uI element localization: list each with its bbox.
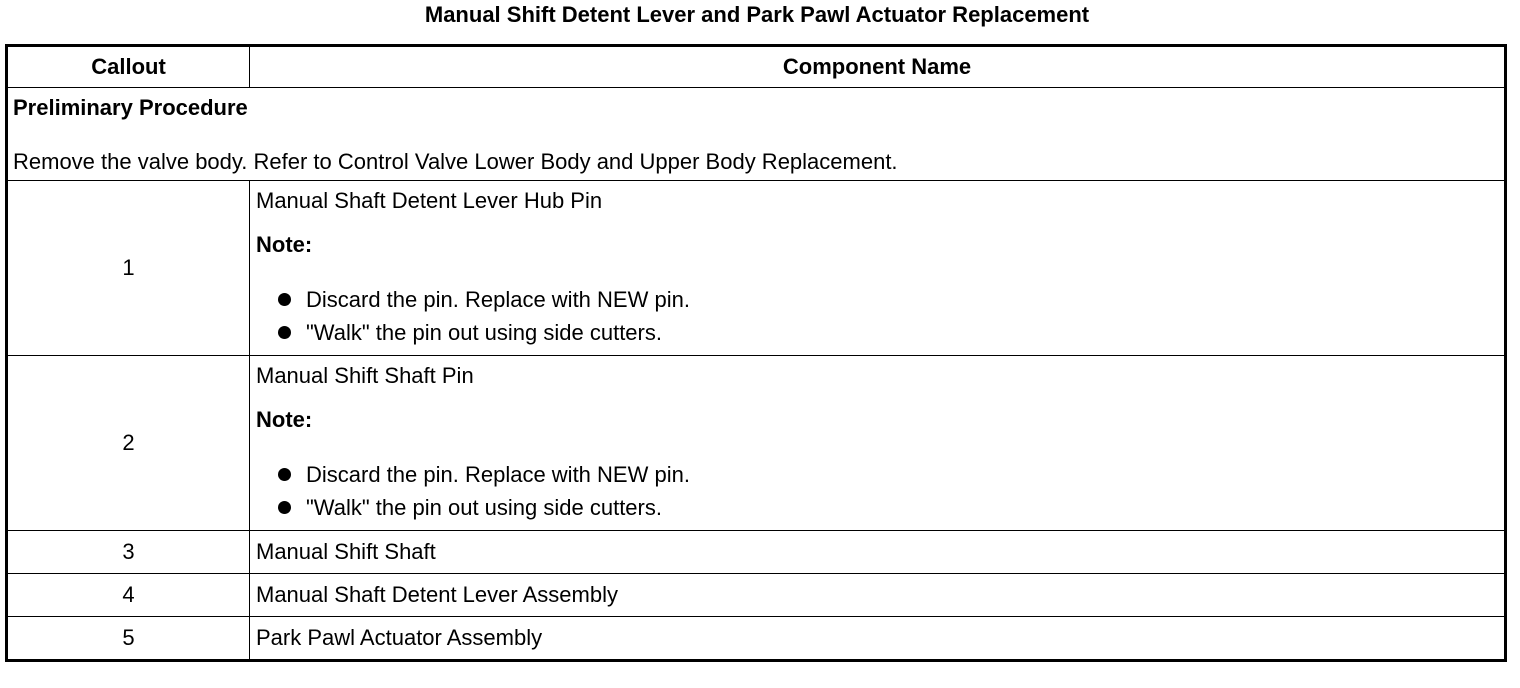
table-row — [7, 181, 1506, 356]
component-cell — [250, 356, 1506, 531]
note-list — [256, 283, 1498, 349]
note-text: Discard the pin. Replace with NEW pin. — [306, 287, 690, 312]
procedure-table — [5, 44, 1507, 662]
document-title: Manual Shift Detent Lever and Park Pawl Actuator Replacement — [424, 2, 1090, 27]
table-row — [7, 356, 1506, 531]
component-cell — [250, 181, 1506, 356]
preliminary-procedure-row — [7, 88, 1506, 181]
table-row — [7, 617, 1506, 661]
bullet-icon — [278, 468, 291, 481]
preliminary-procedure-cell — [7, 88, 1506, 181]
note-text: "Walk" the pin out using side cutters. — [306, 320, 662, 345]
note-text: Discard the pin. Replace with NEW pin. — [306, 462, 690, 487]
component-name: Park Pawl Actuator Assembly — [250, 617, 1506, 661]
table-row — [7, 531, 1506, 574]
callout-number: 1 — [7, 181, 250, 356]
note-label: Note: — [256, 407, 313, 432]
bullet-icon — [278, 501, 291, 514]
list-item — [276, 316, 1498, 349]
bullet-icon — [278, 293, 291, 306]
callout-number: 4 — [7, 574, 250, 617]
table-header-row — [7, 46, 1506, 88]
table-row — [7, 574, 1506, 617]
list-item — [276, 491, 1498, 524]
callout-number: 3 — [7, 531, 250, 574]
callout-number: 2 — [7, 356, 250, 531]
list-item — [276, 283, 1498, 316]
component-name: Manual Shaft Detent Lever Hub Pin — [256, 188, 603, 213]
note-label: Note: — [256, 232, 313, 257]
bullet-icon — [278, 326, 291, 339]
component-name-column-header: Component Name — [250, 46, 1506, 88]
note-text: "Walk" the pin out using side cutters. — [306, 495, 662, 520]
callout-number: 5 — [7, 617, 250, 661]
component-name: Manual Shift Shaft — [250, 531, 1506, 574]
callout-column-header: Callout — [7, 46, 250, 88]
note-list — [256, 458, 1498, 524]
component-name: Manual Shift Shaft Pin — [256, 363, 474, 388]
preliminary-procedure-text: Remove the valve body. Refer to Control Valve Lower Body and Upper Body Replacement. — [13, 149, 898, 174]
preliminary-procedure-heading: Preliminary Procedure — [13, 95, 248, 120]
component-name: Manual Shaft Detent Lever Assembly — [250, 574, 1506, 617]
list-item — [276, 458, 1498, 491]
